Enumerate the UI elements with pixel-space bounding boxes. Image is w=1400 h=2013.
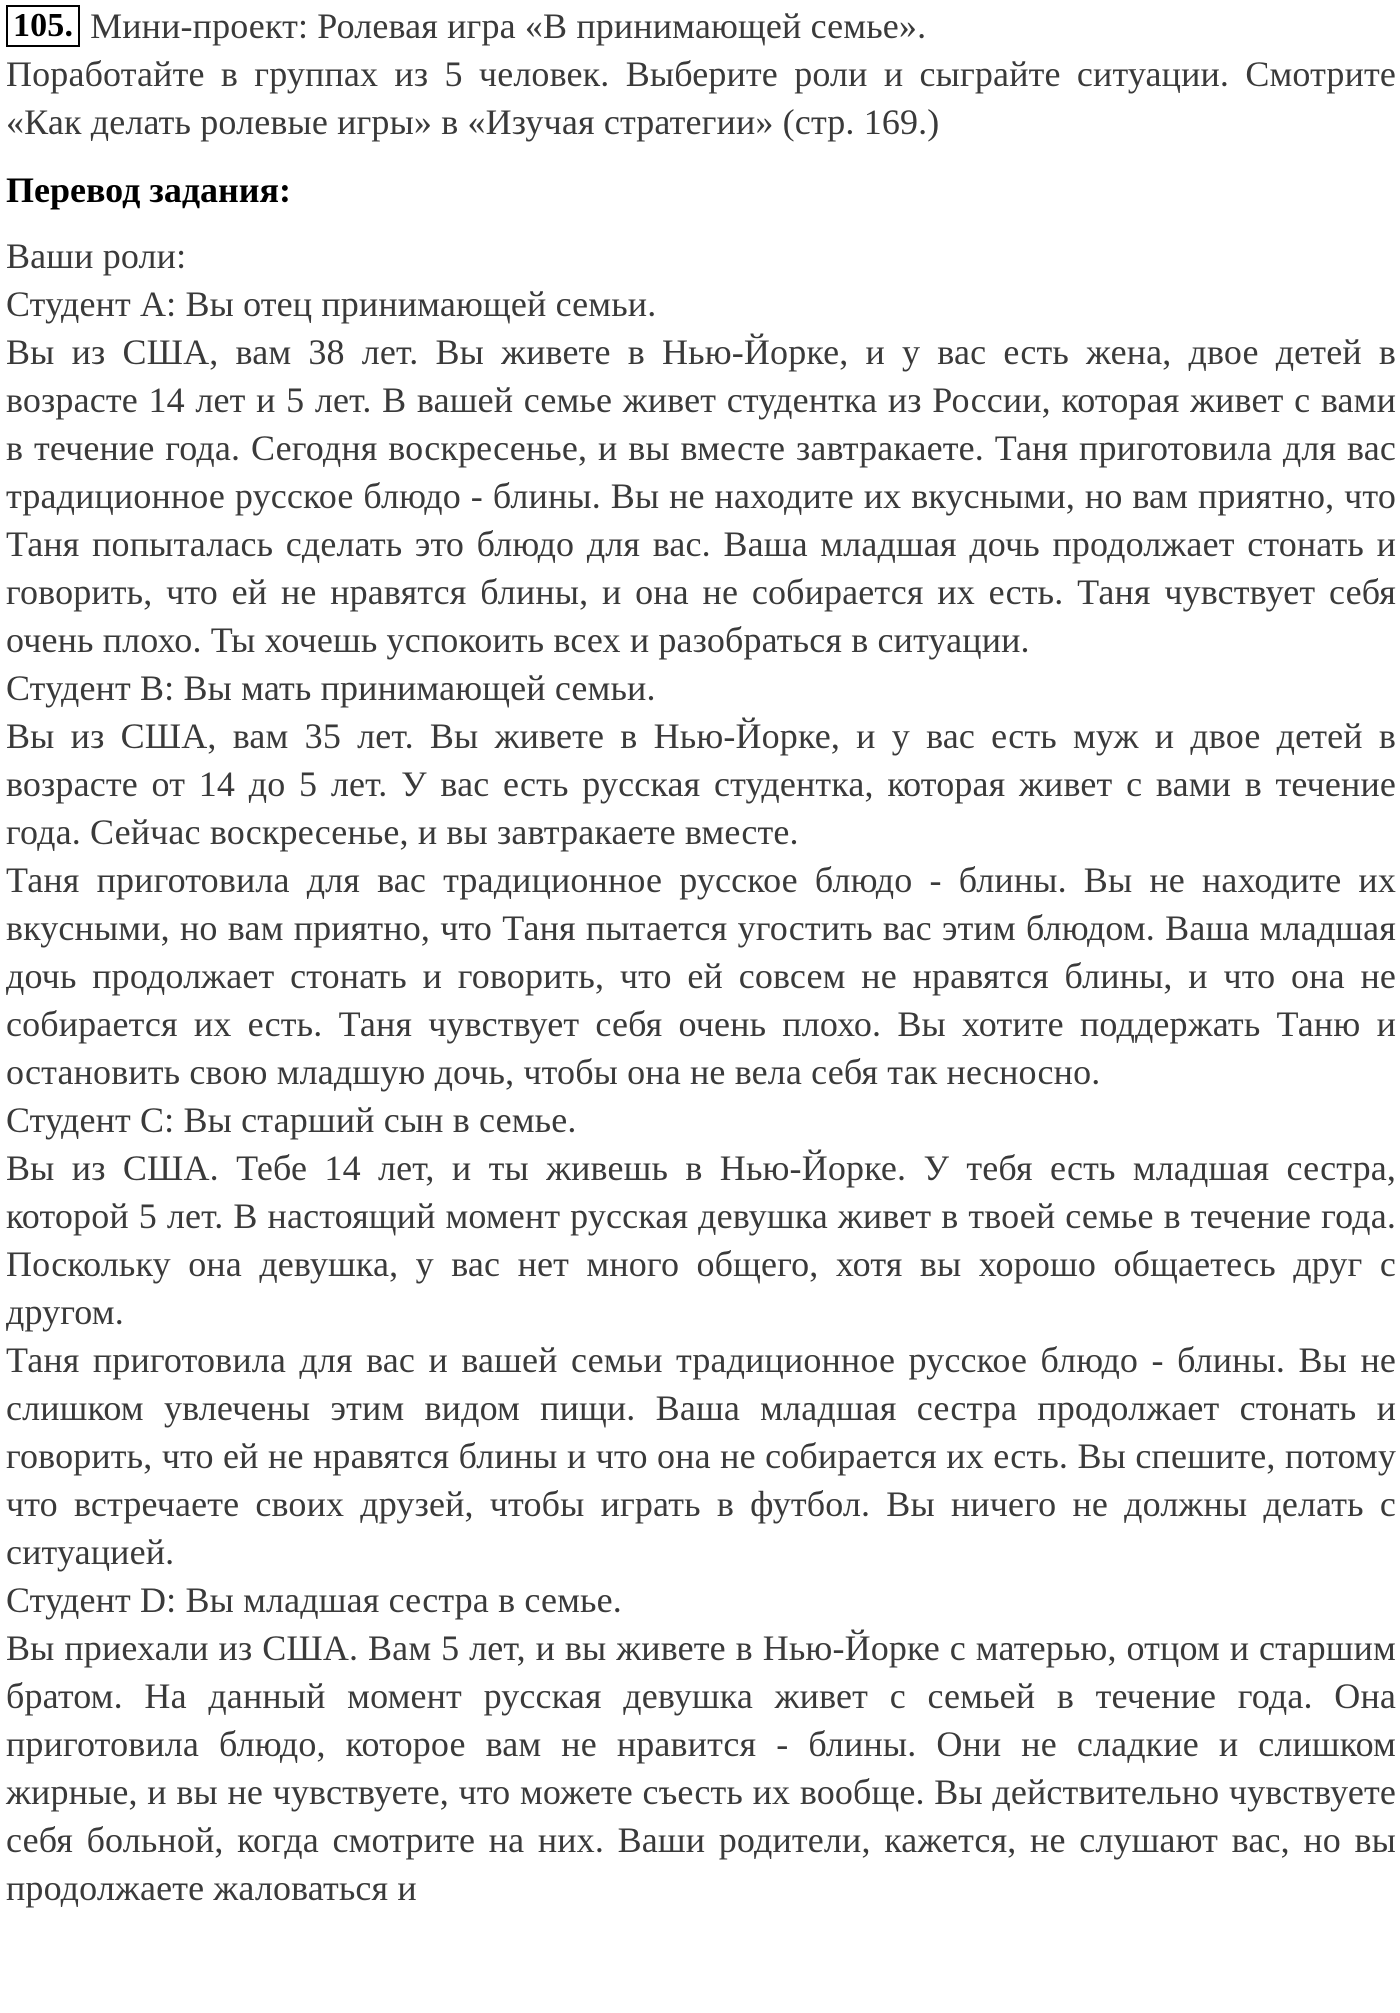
role-heading: Студент B: Вы мать принимающей семьи. bbox=[6, 668, 656, 708]
role-section-a bbox=[6, 280, 1396, 664]
task-instruction: Поработайте в группах из 5 человек. Выберите роли и сыграйте ситуации. Смотрите «Как делать ролевые игры» в «Изучая стратегии» (стр. 169.) bbox=[6, 54, 1396, 142]
role-heading: Студент C: Вы старший сын в семье. bbox=[6, 1100, 577, 1140]
role-paragraph: Таня приготовила для вас традиционное русское блюдо - блины. Вы не находите их вкусными, но вам приятно, что Таня пытается угостить вас этим блюдом. Ваша младшая дочь продолжает стонать и говорить, что ей совсем не нравятся блины, и что она не собирается их есть. Таня чувствует себя очень плохо. Вы хотите поддержать Таню и остановить свою младшую дочь, чтобы она не вела себя так несносно. bbox=[6, 860, 1396, 1092]
role-heading: Студент A: Вы отец принимающей семьи. bbox=[6, 284, 657, 324]
role-paragraph: Вы из США. Тебе 14 лет, и ты живешь в Нью-Йорке. У тебя есть младшая сестра, которой 5 лет. В настоящий момент русская девушка живет в твоей семье в течение года. Поскольку она девушка, у вас нет много общего, хотя вы хорошо общаетесь друг с другом. bbox=[6, 1148, 1396, 1332]
role-paragraph: Таня приготовила для вас и вашей семьи традиционное русское блюдо - блины. Вы не слишком увлечены этим видом пищи. Ваша младшая сестра продолжает стонать и говорить, что ей не нравятся блины и что она не собирается их есть. Вы спешите, потому что встречаете своих друзей, чтобы играть в футбол. Вы ничего не должны делать с ситуацией. bbox=[6, 1340, 1396, 1572]
role-section-b bbox=[6, 664, 1396, 1096]
task-title: Мини-проект: Ролевая игра «В принимающей семье». bbox=[90, 6, 927, 46]
roles-intro: Ваши роли: bbox=[6, 236, 187, 276]
task-number-box: 105. bbox=[6, 5, 80, 47]
role-paragraph: Вы из США, вам 35 лет. Вы живете в Нью-Йорке, и у вас есть муж и двое детей в возрасте от 14 до 5 лет. У вас есть русская студентка, которая живет с вами в течение года. Сейчас воскресенье, и вы завтракаете вместе. bbox=[6, 716, 1396, 852]
role-section-d bbox=[6, 1576, 1396, 1912]
role-heading: Студент D: Вы младшая сестра в семье. bbox=[6, 1580, 622, 1620]
translation-heading: Перевод задания: bbox=[6, 170, 291, 210]
role-section-c bbox=[6, 1096, 1396, 1576]
task-header bbox=[6, 2, 1396, 50]
role-paragraph: Вы из США, вам 38 лет. Вы живете в Нью-Йорке, и у вас есть жена, двое детей в возрасте 14 лет и 5 лет. В вашей семье живет студентка из России, которая живет с вами в течение года. Сегодня воскресенье, и вы вместе завтракаете. Таня приготовила для вас традиционное русское блюдо - блины. Вы не находите их вкусными, но вам приятно, что Таня попыталась сделать это блюдо для вас. Ваша младшая дочь продолжает стонать и говорить, что ей не нравятся блины, и она не собирается их есть. Таня чувствует себя очень плохо. Ты хочешь успокоить всех и разобраться в ситуации. bbox=[6, 332, 1396, 660]
role-paragraph: Вы приехали из США. Вам 5 лет, и вы живете в Нью-Йорке с матерью, отцом и старшим братом. На данный момент русская девушка живет с семьей в течение года. Она приготовила блюдо, которое вам не нравится - блины. Они не сладкие и слишком жирные, и вы не чувствуете, что можете съесть их вообще. Вы действительно чувствуете себя больной, когда смотрите на них. Ваши родители, кажется, не слушают вас, но вы продолжаете жаловаться и bbox=[6, 1628, 1396, 1908]
